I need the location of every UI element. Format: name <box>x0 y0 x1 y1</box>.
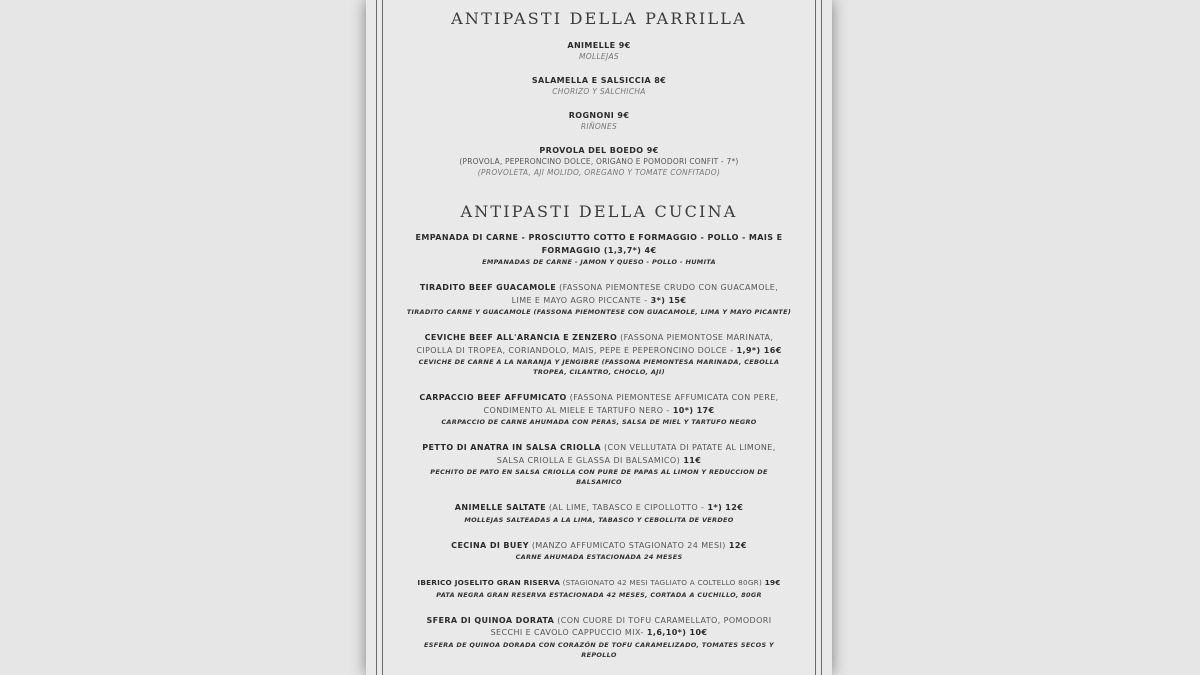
item-description: CIPOLLA DI TROPEA, CORIANDOLO, MAIS, PEPE E PEPERONCINO DOLCE - <box>416 345 734 355</box>
item-translation: MOLLEJAS <box>579 52 619 61</box>
item-description: CONDIMENTO AL MIELE E TARTUFO NERO - <box>483 405 670 415</box>
border-line <box>821 0 822 675</box>
item-price: 1,9*) 16€ <box>733 345 782 355</box>
item-description: (MANZO AFFUMICATO STAGIONATO 24 MESI) <box>528 540 726 550</box>
item-line <box>396 392 802 405</box>
border-line <box>376 0 377 675</box>
item-description: SECCHI E CAVOLO CAPPUCCIO MIX- <box>490 628 644 637</box>
item-translation: (PROVOLETA, AJI MOLIDO, OREGANO Y TOMATE CONFITADO) <box>477 168 721 177</box>
menu-item <box>396 110 802 132</box>
item-translation: BALSAMICO <box>576 478 622 486</box>
item-description: (CON VELLUTATA DI PATATE AL LIMONE, <box>601 443 776 452</box>
item-price: 1*) 12€ <box>704 503 744 512</box>
item-line <box>396 282 802 295</box>
item-line <box>396 332 802 345</box>
item-name: TIRADITO BEEF GUACAMOLE <box>419 283 557 292</box>
menu-item <box>396 442 802 487</box>
item-line <box>396 405 802 418</box>
item-name: SFERA DI QUINOA DORATA <box>426 615 555 625</box>
item-translation: CARNE AHUMADA ESTACIONADA 24 MESES <box>515 553 683 561</box>
item-line <box>396 627 802 640</box>
item-translation: RIÑONES <box>580 122 618 131</box>
item-description: (CON CUORE DI TOFU CARAMELLATO, POMODORI <box>554 615 772 625</box>
item-name: ROGNONI 9€ <box>568 111 630 120</box>
item-translation: MOLLEJAS SALTEADAS A LA LIMA, TABASCO Y CEBOLLITA DE VERDEO <box>464 515 734 524</box>
item-line <box>396 232 802 245</box>
item-name: PETTO DI ANATRA IN SALSA CRIOLLA <box>422 443 602 452</box>
menu-item <box>396 232 802 267</box>
item-name: IBERICO JOSELITO GRAN RISERVA <box>417 578 561 587</box>
item-translation: PECHITO DE PATO EN SALSA CRIOLLA CON PURE DE PAPAS AL LIMON Y REDUCCION DE <box>430 468 768 476</box>
item-price: 3*) 15€ <box>647 295 687 305</box>
item-line <box>396 540 802 553</box>
menu-item <box>396 577 802 600</box>
border-line <box>815 0 816 675</box>
menu-item <box>396 145 802 178</box>
menu-page <box>366 0 832 675</box>
item-name: SALAMELLA E SALSICCIA 8€ <box>531 76 667 85</box>
item-translation: PATA NEGRA GRAN RESERVA ESTACIONADA 42 MESES, CORTADA A CUCHILLO, 80GR <box>436 590 762 599</box>
item-translation: TIRADITO CARNE Y GUACAMOLE (FASSONA PIEMONTESE CON GUACAMOLE, LIMA Y MAYO PICANTE) <box>406 308 792 316</box>
menu-item <box>396 332 802 377</box>
menu-item <box>396 392 802 427</box>
item-description: (FASSONA PIEMONTOSE MARINATA, <box>617 333 774 342</box>
item-name: ANIMELLE SALTATE <box>454 503 546 512</box>
menu-item <box>396 502 802 525</box>
section-title-kitchen: ANTIPASTI DELLA CUCINA <box>460 202 738 221</box>
item-description: (FASSONA PIEMONTESE AFFUMICATA CON PERE, <box>566 393 779 402</box>
menu-item <box>396 615 802 660</box>
item-price: 11€ <box>680 455 702 465</box>
item-description: (STAGIONATO 42 MESI TAGLIATO A COLTELLO 80GR) <box>560 578 763 587</box>
item-line <box>396 615 802 628</box>
item-line <box>396 502 802 515</box>
item-description: LIME E MAYO AGRO PICCANTE - <box>511 295 648 305</box>
item-translation: REPOLLO <box>581 650 617 659</box>
item-name: CARPACCIO BEEF AFFUMICATO <box>419 393 567 402</box>
menu-item <box>396 540 802 563</box>
section-title-grill: ANTIPASTI DELLA PARRILLA <box>451 9 747 28</box>
item-name: FORMAGGIO (1,3,7*) 4€ <box>541 245 657 255</box>
item-name: EMPANADA DI CARNE - PROSCIUTTO COTTO E FORMAGGIO - POLLO - MAIS E <box>415 233 783 242</box>
item-description: (PROVOLA, PEPERONCINO DOLCE, ORIGANO E POMODORI CONFIT - 7*) <box>459 157 739 166</box>
item-translation: EMPANADAS DE CARNE - JAMON Y QUESO - POLLO - HUMITA <box>482 258 716 266</box>
menu-item <box>396 40 802 62</box>
item-name: PROVOLA DEL BOEDO 9€ <box>539 146 659 155</box>
item-translation: CARPACCIO DE CARNE AHUMADA CON PERAS, SALSA DE MIEL Y TARTUFO NEGRO <box>441 418 757 426</box>
item-line <box>396 295 802 308</box>
item-translation: ESFERA DE QUINOA DORADA CON CORAZÓN DE TOFU CARAMELIZADO, TOMATES SECOS Y <box>423 640 775 649</box>
item-name: CEVICHE BEEF ALL'ARANCIA E ZENZERO <box>424 333 618 342</box>
item-name: ANIMELLE 9€ <box>567 41 631 50</box>
item-translation: TROPEA, CILANTRO, CHOCLO, AJI) <box>533 368 665 376</box>
item-description: SALSA CRIOLLA E GLASSA DI BALSAMICO) <box>496 455 681 465</box>
menu-item <box>396 75 802 97</box>
item-price: 10*) 17€ <box>669 405 715 415</box>
item-price: 12€ <box>725 540 747 550</box>
menu-content <box>396 0 802 675</box>
item-price: 19€ <box>762 578 781 587</box>
item-translation: CHORIZO Y SALCHICHA <box>552 87 646 96</box>
item-line <box>396 245 802 258</box>
item-translation: CEVICHE DE CARNE A LA NARANJA Y JENGIBRE (FASSONA PIEMONTESA MARINADA, CEBOLLA <box>418 358 780 366</box>
item-description: (FASSONA PIEMONTESE CRUDO CON GUACAMOLE, <box>556 283 779 292</box>
menu-item <box>396 282 802 317</box>
item-line <box>396 345 802 358</box>
item-line <box>396 455 802 468</box>
item-description: (AL LIME, TABASCO E CIPOLLOTTO - <box>545 503 705 512</box>
border-line <box>382 0 383 675</box>
item-price: 1,6,10*) 10€ <box>643 628 708 637</box>
item-name: CECINA DI BUEY <box>451 540 529 550</box>
item-line <box>396 442 802 455</box>
item-line <box>396 577 802 590</box>
